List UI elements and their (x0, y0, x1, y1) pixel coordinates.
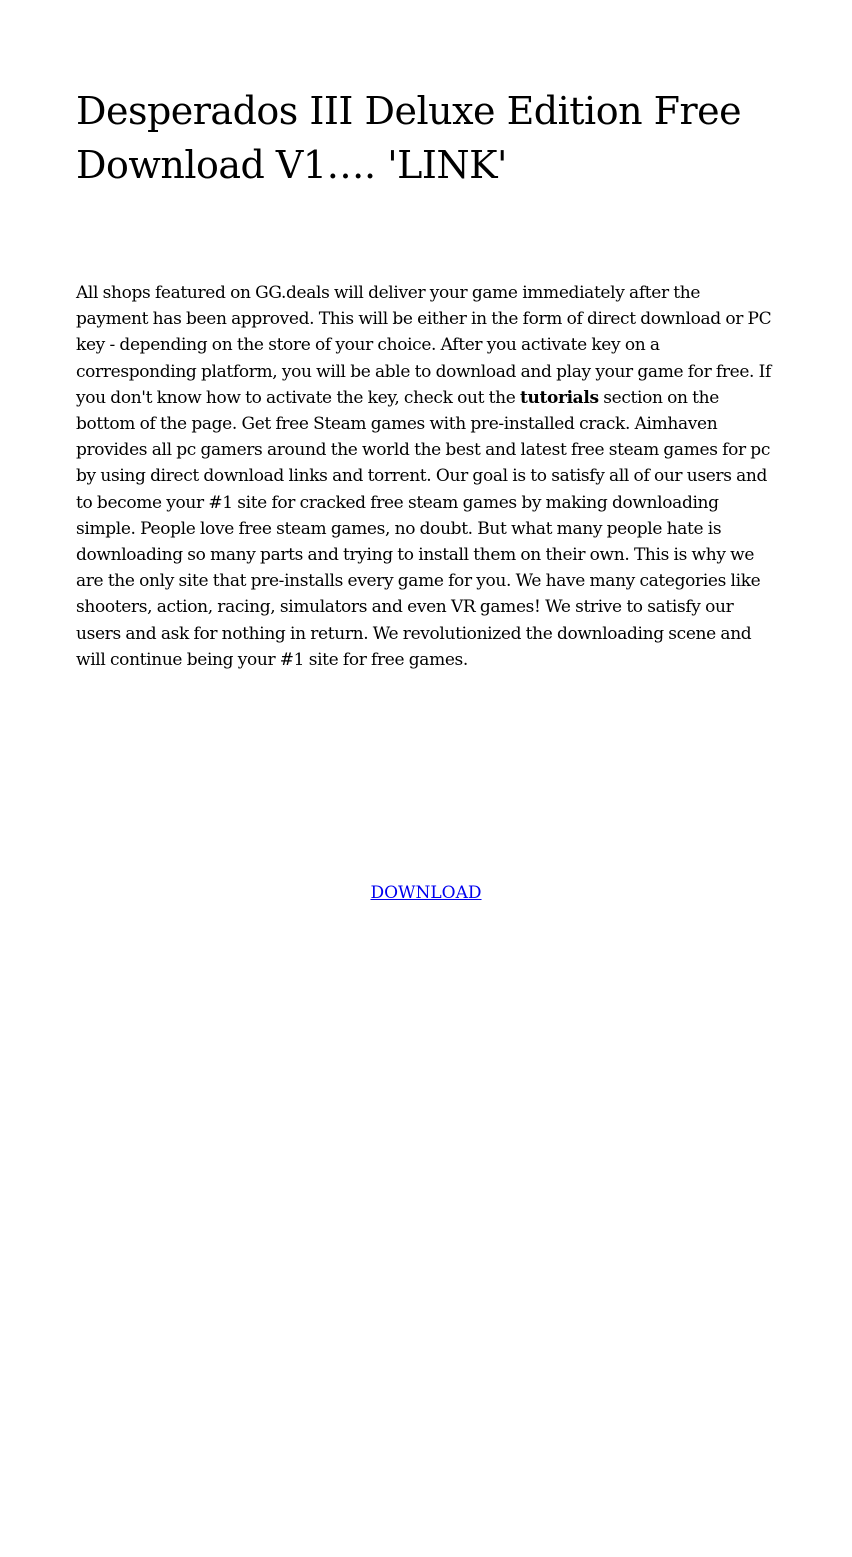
tutorials-bold-text: tutorials (519, 387, 599, 408)
body-rest-text: section on the bottom of the page. Get free Steam games with pre-installed crack. Aimhaven provides all pc gamers around the world the best and latest free steam games for pc by using direct download links and torrent. Our goal is to satisfy all of our users and to become your #1 site for cracked free steam games by making downloading simple. People love free steam games, no doubt. But what many people hate is downloading so many parts and trying to install them on their own. This is why we are the only site that pre-installs every game for you. We have many categories like shooters, action, racing, simulators and even VR games! We strive to satisfy our users and ask for nothing in return. We revolutionized the downloading scene and will continue being your #1 site for free games. (76, 387, 770, 670)
download-link-container (0, 880, 852, 906)
body-intro-text: All shops featured on GG.deals will deliver your game immediately after the payment has been approved. This will be either in the form of direct download or PC key - depending on the store of your choice. After you activate key on a corresponding platform, you will be able to download and play your game for free. If you don't know how to activate the key, check out the (76, 283, 772, 408)
download-link[interactable]: DOWNLOAD (370, 883, 482, 903)
body-paragraph (76, 280, 776, 673)
page-title: Desperados III Deluxe Edition Free Download V1…. 'LINK' (76, 89, 742, 187)
